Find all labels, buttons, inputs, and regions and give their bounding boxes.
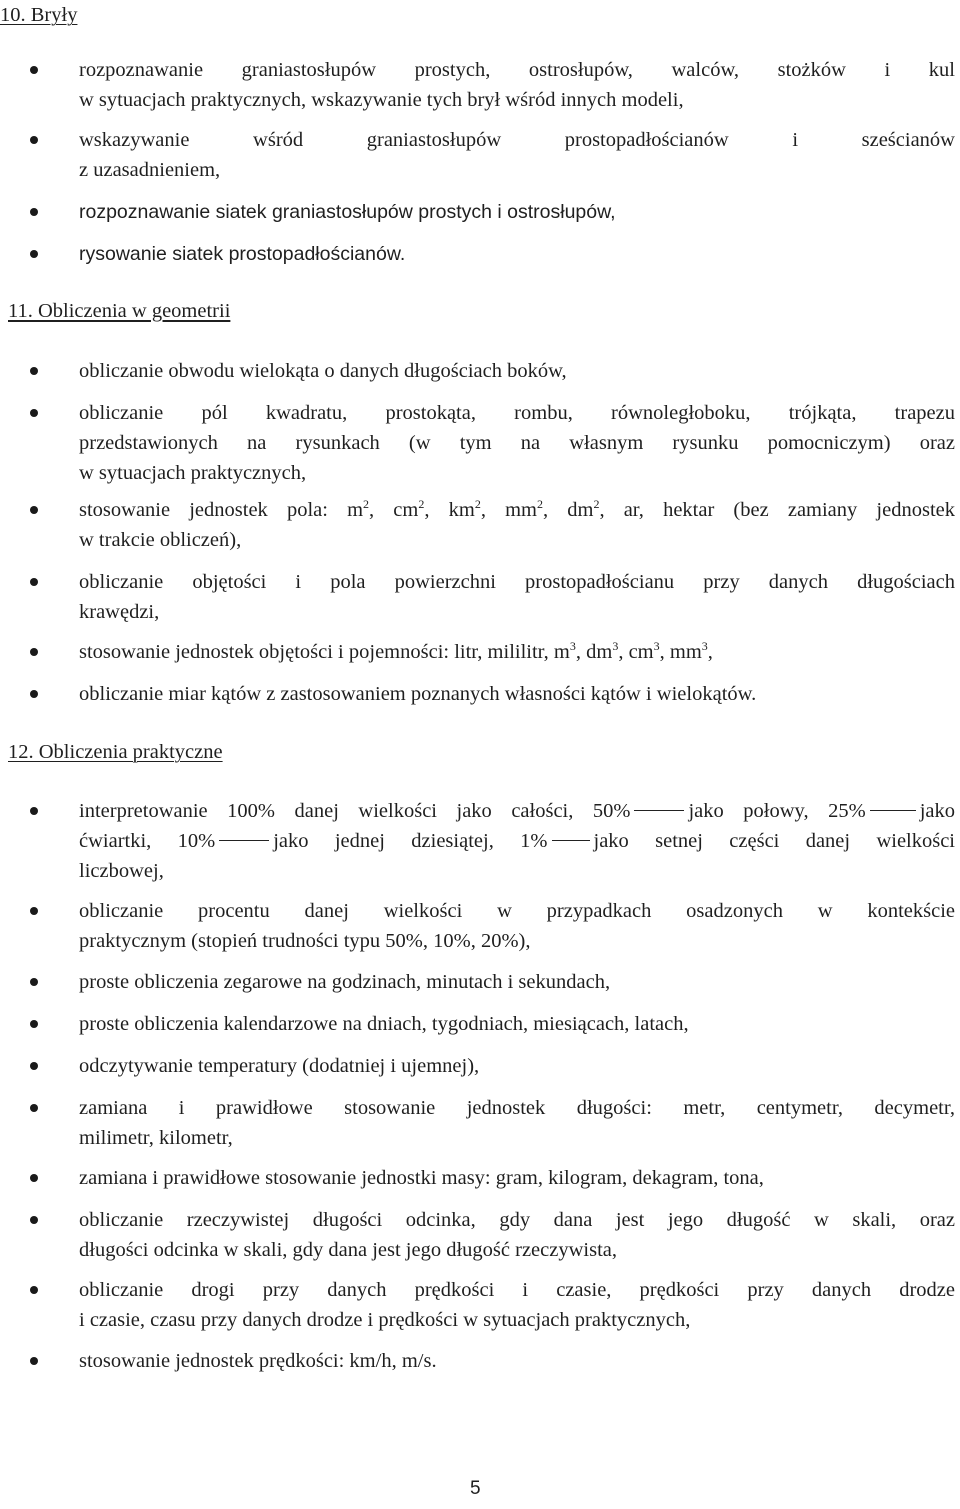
section-11-title: 11. Obliczenia w geometrii [8,300,231,322]
bullet-icon [30,648,38,656]
bullet-icon [30,578,38,586]
bullet-icon [30,208,38,216]
bullet-icon [30,250,38,258]
list-item: obliczanie obwodu wielokąta o danych długościach boków, [79,360,567,382]
bullet-icon [30,1216,38,1224]
bullet-icon [30,978,38,986]
bullet-icon [30,367,38,375]
bullet-icon [30,1020,38,1028]
bullet-icon [30,1286,38,1294]
list-item: odczytywanie temperatury (dodatniej i ujemnej), [79,1055,480,1077]
list-item: obliczanie pól kwadratu, prostokąta, rombu, równoległoboku, trójkąta, trapezu przedstawionych na rysunkach (w tym na własnym rysunku pomocniczym) oraz w sytuacjach praktycznych, [79,402,955,484]
bullet-icon [30,506,38,514]
list-item: interpretowanie 100% danej wielkości jako całości, 50% jako połowy, 25% jako ćwiartki, 10% jako jednej dziesiątej, 1% jako setnej części danej wielkości liczbowej, [79,800,956,882]
bullet-icon [30,66,38,74]
bullet-icon [30,690,38,698]
list-item: obliczanie rzeczywistej długości odcinka, gdy dana jest jego długość w skali, oraz długości odcinka w skali, gdy dana jest jego długość rzeczywista, [79,1209,955,1261]
list-item: obliczanie miar kątów z zastosowaniem poznanych własności kątów i wielokątów. [79,683,757,705]
list-item: zamiana i prawidłowe stosowanie jednostki masy: gram, kilogram, dekagram, tona, [79,1167,764,1189]
list-item: obliczanie drogi przy danych prędkości i czasie, prędkości przy danych drodze i czasie, czasu przy danych drodze i prędkości w sytuacjach praktycznych, [79,1279,955,1331]
list-item: wskazywanie wśród graniastosłupów prostopadłościanów i sześcianów z uzasadnieniem, [79,129,955,181]
list-item: obliczanie objętości i pola powierzchni prostopadłościanu przy danych długościach krawędzi, [79,571,955,623]
list-item: stosowanie jednostek prędkości: km/h, m/s. [79,1350,437,1372]
list-item: obliczanie procentu danej wielkości w przypadkach osadzonych w kontekście praktycznym (stopień trudności typu 50%, 10%, 20%), [79,900,955,952]
list-item: stosowanie jednostek objętości i pojemności: litr, mililitr, $m^3$, $dm^3$, $cm^3$, $mm^3$, [79,639,713,663]
bullet-icon [30,136,38,144]
bullet-icon [30,1174,38,1182]
list-item: zamiana i prawidłowe stosowanie jednostek długości: metr, centymetr, decymetr, milimetr, kilometr, [79,1097,955,1149]
dash [870,810,916,811]
bullet-icon [30,409,38,417]
list-item: rozpoznawanie siatek graniastosłupów prostych i ostrosłupów, [79,201,616,223]
bullet-icon [30,1104,38,1112]
bullet-icon [30,1357,38,1365]
list-item: proste obliczenia kalendarzowe na dniach, tygodniach, miesiącach, latach, [79,1013,689,1035]
dash [219,840,269,841]
list-item: stosowanie jednostek pola: $m^2$, $cm^2$, $km^2$, $mm^2$, $dm^2$, ar, hektar (bez zamiany jednostek w trakcie obliczeń), [79,497,955,551]
dash [552,840,590,841]
bullet-icon [30,907,38,915]
section-10-title: 10. Bryły [0,4,78,26]
bullet-icon [30,1062,38,1070]
list-item: rysowanie siatek prostopadłościanów. [79,243,406,265]
list-item: proste obliczenia zegarowe na godzinach, minutach i sekundach, [79,971,611,993]
page-number: 5 [470,1478,481,1499]
bullet-icon [30,807,38,815]
dash [634,810,684,811]
section-12-title: 12. Obliczenia praktyczne [8,741,223,763]
list-item: rozpoznawanie graniastosłupów prostych, ostrosłupów, walców, stożków i kul w sytuacjach praktycznych, wskazywanie tych brył wśród innych modeli, [79,59,955,111]
